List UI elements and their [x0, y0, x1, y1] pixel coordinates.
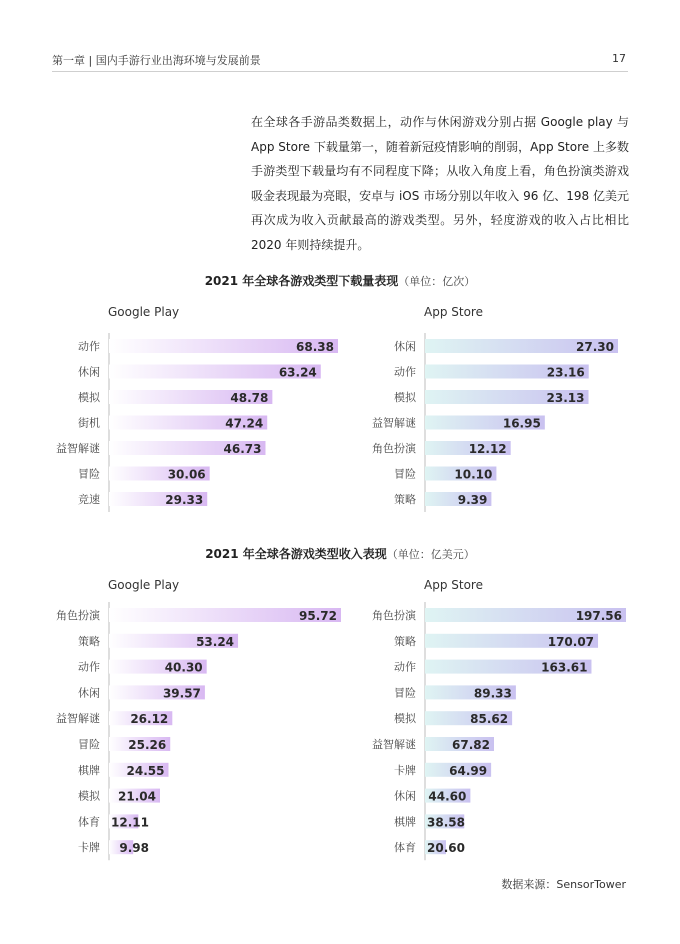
as-rev-category-label: 策略 — [394, 634, 416, 648]
as-dl-value-label: 27.30 — [576, 340, 614, 354]
gp-dl-value-label: 29.33 — [165, 493, 204, 507]
as-rev-category-label: 体育 — [394, 841, 416, 855]
as-rev-value-label: 64.99 — [449, 763, 488, 778]
as-rev-category-label: 卡牌 — [394, 763, 416, 777]
download-chart-unit: （单位：亿次） — [398, 275, 476, 288]
gp-rev-value-label: 95.72 — [299, 609, 337, 623]
as-rev-category-label: 冒险 — [394, 686, 416, 700]
gp-dl-category-label: 街机 — [78, 416, 100, 430]
gp-dl-platform-title: Google Play — [108, 305, 180, 319]
as-rev-category-label: 模拟 — [394, 712, 416, 726]
as-dl-platform-title: App Store — [424, 305, 483, 319]
as-rev-value-label: 197.56 — [575, 609, 622, 623]
gp-rev-category-label: 棋牌 — [78, 763, 100, 777]
as-rev-value-label: 44.60 — [428, 789, 467, 804]
gp-rev-category-label: 冒险 — [78, 738, 100, 751]
data-source: 数据来源：SensorTower — [501, 878, 626, 891]
gp-dl-category-label: 冒险 — [78, 467, 100, 481]
as-dl-category-label: 动作 — [394, 365, 416, 379]
gp-rev-value-label: 53.24 — [196, 634, 235, 649]
revenue-chart-title-text: 2021 年全球各游戏类型收入表现 — [205, 547, 387, 561]
page-number: 17 — [612, 52, 626, 65]
gp-rev-value-label: 26.12 — [130, 712, 169, 727]
as-dl-value-label: 23.16 — [546, 365, 585, 380]
gp-rev-value-label: 40.30 — [164, 660, 203, 675]
as-rev-category-label: 动作 — [394, 660, 416, 674]
as-dl-category-label: 模拟 — [394, 391, 416, 404]
gp-rev-category-label: 策略 — [78, 634, 100, 648]
gp-rev-value-label: 25.26 — [128, 738, 167, 752]
as-rev-value-label: 170.07 — [547, 634, 595, 649]
revenue-chart-unit: （单位：亿美元） — [386, 548, 475, 561]
gp-rev-category-label: 益智解谜 — [56, 712, 100, 726]
intro-paragraph: 在全球各手游品类数据上，动作与休闲游戏分别占据 Google play 与 App Store 下载量第一，随着新冠疫情影响的削弱，App Store 上多数手游类型下载量均有不同程度下降；从收入角度上看，角色扮演类游戏吸金表现最为亮眼，安卓与 iOS 市场分别以年收入 96 亿、198 亿美元再次成为收入贡献最高的游戏类型。另外，轻度游戏的收入占比相比 2020 年则持续提升。 — [251, 115, 629, 252]
as-dl-value-label: 16.95 — [502, 416, 541, 431]
gp-rev-value-label: 21.04 — [118, 789, 156, 804]
gp-dl-value-label: 48.78 — [230, 391, 269, 405]
gp-rev-value-label: 9.98 — [119, 841, 149, 856]
gp-dl-value-label: 46.73 — [223, 442, 262, 456]
gp-dl-category-label: 动作 — [78, 340, 100, 353]
as-dl-value-label: 9.39 — [457, 493, 488, 507]
gp-dl-value-label: 30.06 — [167, 467, 206, 482]
as-rev-value-label: 163.61 — [541, 660, 588, 675]
as-dl-value-label: 23.13 — [546, 391, 585, 405]
gp-dl-category-label: 模拟 — [78, 391, 100, 404]
as-dl-value-label: 12.12 — [468, 442, 507, 456]
gp-rev-value-label: 24.55 — [126, 763, 165, 778]
gp-rev-category-label: 模拟 — [78, 789, 100, 803]
as-rev-value-label: 67.82 — [452, 738, 491, 752]
gp-dl-category-label: 益智解谜 — [56, 442, 100, 455]
download-chart-title-text: 2021 年全球各游戏类型下载量表现 — [204, 274, 399, 288]
as-rev-value-label: 85.62 — [470, 712, 509, 727]
gp-rev-value-label: 12.11 — [111, 815, 149, 830]
as-rev-category-label: 棋牌 — [394, 815, 416, 829]
gp-dl-value-label: 68.38 — [296, 340, 334, 354]
as-rev-platform-title: App Store — [424, 578, 483, 592]
gp-dl-category-label: 休闲 — [78, 365, 100, 379]
as-rev-category-label: 角色扮演 — [372, 609, 416, 622]
chapter-header: 第一章 | 国内手游行业出海环境与发展前景 — [52, 54, 261, 67]
as-rev-value-label: 89.33 — [473, 686, 512, 701]
gp-dl-category-label: 竞速 — [78, 493, 100, 506]
as-dl-category-label: 冒险 — [394, 467, 416, 481]
as-dl-category-label: 休闲 — [394, 340, 416, 353]
gp-rev-category-label: 角色扮演 — [56, 609, 100, 622]
gp-rev-category-label: 休闲 — [78, 686, 100, 700]
gp-rev-platform-title: Google Play — [108, 578, 180, 592]
as-dl-category-label: 角色扮演 — [372, 442, 416, 455]
gp-rev-value-label: 39.57 — [162, 686, 201, 701]
as-rev-value-label: 20.60 — [427, 841, 465, 856]
gp-rev-category-label: 卡牌 — [78, 841, 100, 855]
as-rev-category-label: 益智解谜 — [372, 738, 416, 751]
as-rev-category-label: 休闲 — [394, 789, 416, 803]
gp-rev-category-label: 体育 — [78, 815, 100, 829]
as-rev-value-label: 38.58 — [427, 815, 465, 830]
gp-rev-category-label: 动作 — [78, 660, 100, 674]
gp-dl-value-label: 63.24 — [278, 365, 317, 380]
as-dl-category-label: 策略 — [394, 493, 416, 506]
as-dl-category-label: 益智解谜 — [372, 416, 416, 430]
as-dl-value-label: 10.10 — [454, 467, 493, 482]
gp-dl-value-label: 47.24 — [225, 416, 264, 431]
